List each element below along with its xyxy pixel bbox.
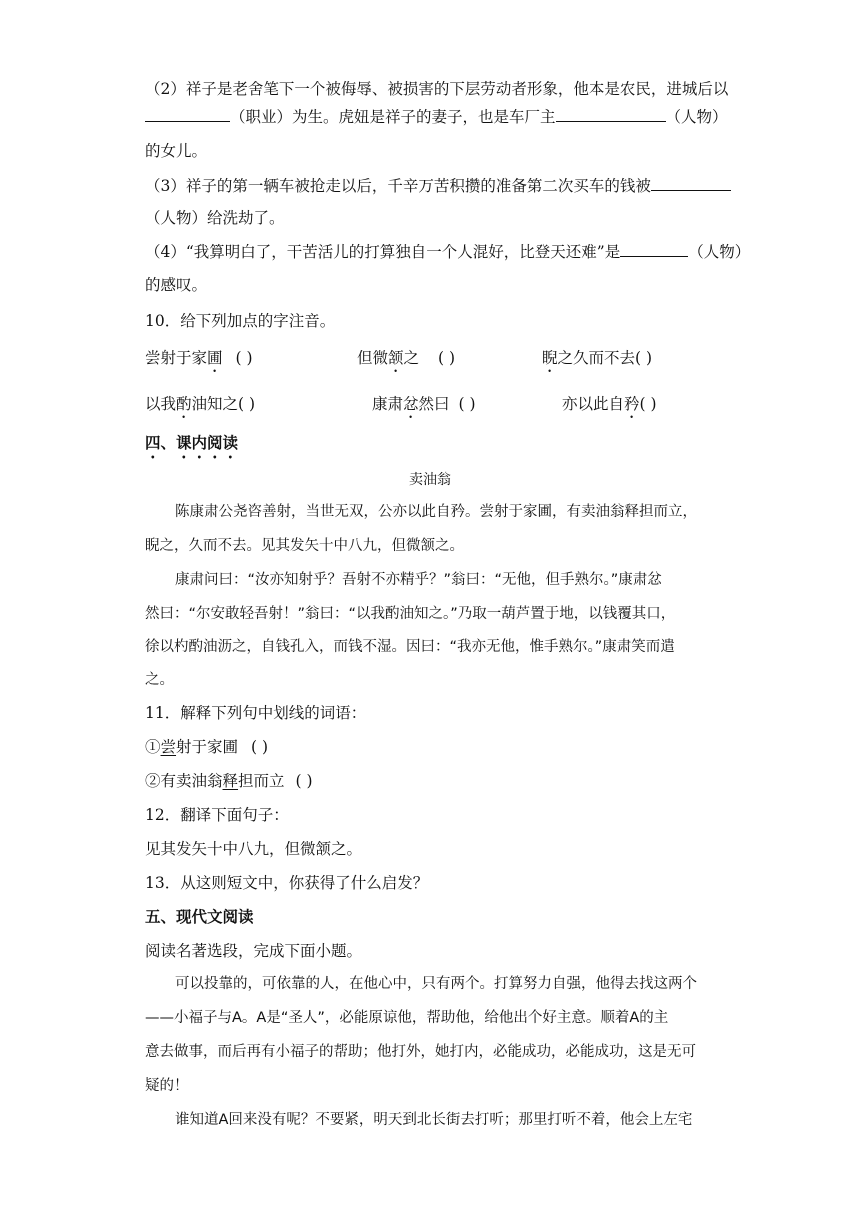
answer-paren[interactable]: ( ) [635,349,653,367]
passage-para2-line2: 然曰：“尔安敢轻吾射！”翁曰：“以我酌油知之。”乃取一葫芦置于地，以钱覆其口， [145,606,676,622]
excerpt-para1-line2: ——小福子与A。A是“圣人”，必能原谅他，帮助他，给他出个好主意。顺着A的主 [145,1010,669,1026]
q10-stem: 10．给下列加点的字注音。 [145,312,336,330]
q10-item [372,392,476,422]
q9-item2-paren: （人物） [665,108,728,126]
excerpt-para1-line3: 意去做事，而后再有小福子的帮助；他打外，她打内，必能成功，必能成功，这是无可 [145,1044,696,1060]
passage-para2-line4: 之。 [145,672,174,688]
q10-item-text: 油知之 [191,395,239,413]
q11-item2 [145,771,313,791]
q10-item-text: 尝射于家 [145,349,208,367]
answer-blank[interactable] [651,176,731,191]
passage-para1-line1: 陈康肃公尧咨善射，当世无双，公亦以此自矜。尝射于家圃，有卖油翁释担而立， [175,504,697,520]
answer-paren[interactable]: ( ) [437,349,456,367]
q9-item4-paren: （人物） [688,243,751,261]
answer-paren[interactable]: ( ) [235,349,253,367]
q9-item3-line1 [145,176,731,196]
q11-item-text: ① [145,738,161,756]
answer-paren[interactable]: ( ) [639,395,657,413]
answer-blank[interactable] [556,107,666,122]
q9-item2-text: （职业）为生。虎妞是祥子的妻子，也是车厂主 [230,108,556,126]
q12-stem: 12．翻译下面句子： [145,806,289,824]
answer-paren[interactable]: ( ) [458,395,476,413]
q9-item4-line2: 的感叹。 [145,276,208,294]
q11-item-text: 射于家圃 [176,738,239,756]
q10-item [357,346,455,376]
answer-blank[interactable] [145,107,230,122]
q10-item-text: 亦以此自 [562,395,625,413]
q10-item [145,392,255,422]
q10-item-text: 以我 [145,395,177,413]
q13-stem: 13．从这则短文中，你获得了什么启发？ [145,874,429,892]
excerpt-para2-line1: 谁知道A回来没有呢？不要紧，明天到北长街去打听；那里打听不着，他会上左宅 [175,1112,693,1128]
q11-item-text: 担而立 [238,772,285,790]
q9-item3-text: （3）祥子的第一辆车被抢走以后，千辛万苦积攒的准备第二次买车的钱被 [145,177,651,195]
passage-para1-line2: 睨之，久而不去。见其发矢十中八九，但微颔之。 [145,538,464,554]
dotted-char: 矜 [624,395,640,413]
underlined-word: 释 [222,772,239,790]
q9-item2-line1: （2）祥子是老舍笔下一个被侮辱、被损害的下层劳动者形象，他本是农民，进城后以 [145,80,729,98]
dotted-char: 颔 [388,349,404,367]
section4-heading: 四、课内阅读 [145,433,239,452]
q12-sentence: 见其发矢十中八九，但微颔之。 [145,840,363,858]
q11-item1 [145,737,268,757]
q9-item3-line2: （人物）给洗劫了。 [145,209,285,227]
answer-paren[interactable]: ( ) [250,738,269,756]
q10-item-text: 康肃 [372,395,404,413]
excerpt-para1-line4: 疑的！ [145,1078,189,1094]
answer-paren[interactable]: ( ) [295,772,313,790]
q10-item-text: 之 [403,349,420,367]
passage-para2-line1: 康肃问曰：“汝亦知射乎？吾射不亦精乎？”翁曰：“无他，但手熟尔。”康肃忿 [175,572,662,588]
q10-item [542,346,652,376]
q9-item2-line3: 的女儿。 [145,142,208,160]
q9-item4-line1 [145,242,750,262]
dotted-char: 酌 [176,395,192,413]
section5-heading: 五、现代文阅读 [145,907,254,926]
q10-item-text: 然曰 [418,395,450,413]
excerpt-para1-line1: 可以投靠的，可依靠的人，在他心中，只有两个。打算努力自强，他得去找这两个 [175,976,697,992]
q11-item-text: ②有卖油翁 [145,772,223,790]
passage-para2-line3: 徐以杓酌油沥之，自钱孔入，而钱不湿。因曰：“我亦无他，惟手熟尔。”康肃笑而遣 [145,639,675,655]
q11-stem: 11．解释下列句中划线的词语： [145,704,367,722]
q9-item4-text: （4）“我算明白了，干苦活儿的打算独自一个人混好，比登天还难”是 [145,243,621,261]
dotted-char: 睨 [542,349,558,367]
dotted-char: 圃 [207,349,223,367]
q10-item [562,392,657,422]
q10-item [145,346,253,376]
dotted-char: 忿 [403,395,419,413]
passage-title: 卖油翁 [409,472,451,488]
underlined-word: 尝 [160,738,177,756]
q10-item-text: 但微 [357,349,389,367]
q10-item-text: 之久而不去 [557,349,636,367]
answer-blank[interactable] [620,242,688,257]
section5-intro: 阅读名著选段，完成下面小题。 [145,942,363,960]
answer-paren[interactable]: ( ) [238,395,256,413]
q9-item2-line2 [145,107,728,127]
